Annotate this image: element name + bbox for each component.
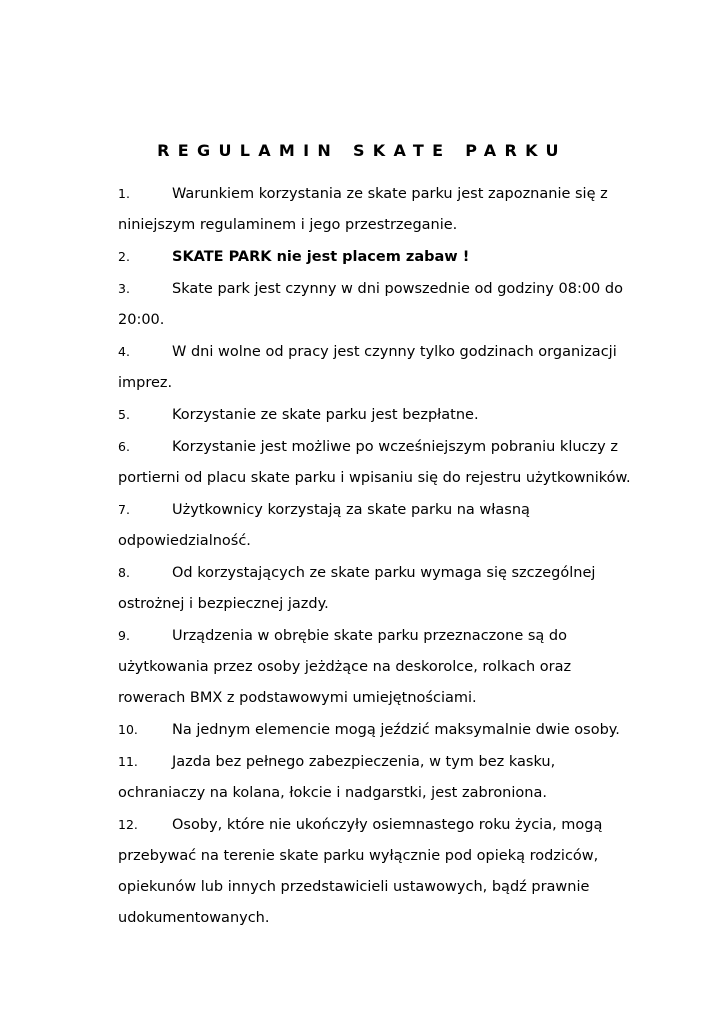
rule-text: Osoby, które nie ukończyły osiemnastego roku życia, mogą bbox=[172, 817, 603, 833]
rule-item-1-continued bbox=[118, 210, 678, 241]
rule-number: 12. bbox=[118, 817, 138, 832]
rule-item-12-continued bbox=[118, 903, 678, 934]
rule-item-3-continued bbox=[118, 305, 678, 336]
rule-text: ostrożnej i bezpiecznej jazdy. bbox=[118, 596, 329, 612]
rule-item-6 bbox=[118, 431, 678, 463]
rule-item-11-continued bbox=[118, 778, 678, 809]
rule-text: SKATE PARK nie jest placem zabaw ! bbox=[172, 249, 470, 265]
rules-list bbox=[118, 178, 678, 934]
rule-text: Jazda bez pełnego zabezpieczenia, w tym bez kasku, bbox=[172, 754, 556, 770]
rule-item-12-continued bbox=[118, 841, 678, 872]
rule-text: odpowiedzialność. bbox=[118, 533, 251, 549]
rule-item-11 bbox=[118, 746, 678, 778]
rule-text: udokumentowanych. bbox=[118, 910, 270, 926]
rule-number: 9. bbox=[118, 628, 130, 643]
rule-item-4-continued bbox=[118, 368, 678, 399]
rule-number: 11. bbox=[118, 754, 138, 769]
rule-text: portierni od placu skate parku i wpisaniu się do rejestru użytkowników. bbox=[118, 470, 631, 486]
rule-text: przebywać na terenie skate parku wyłącznie pod opieką rodziców, bbox=[118, 848, 599, 864]
rule-text: Skate park jest czynny w dni powszednie od godziny 08:00 do bbox=[172, 281, 623, 297]
rule-number: 4. bbox=[118, 344, 130, 359]
rule-number: 3. bbox=[118, 281, 130, 296]
rule-number: 6. bbox=[118, 439, 130, 454]
rule-text: opiekunów lub innych przedstawicieli ustawowych, bądź prawnie bbox=[118, 879, 590, 895]
rule-number: 8. bbox=[118, 565, 130, 580]
rule-item-7-continued bbox=[118, 526, 678, 557]
rule-item-10 bbox=[118, 714, 678, 746]
rule-item-7 bbox=[118, 494, 678, 526]
rule-item-2 bbox=[118, 241, 678, 273]
rule-number: 1. bbox=[118, 186, 130, 201]
rule-number: 2. bbox=[118, 249, 130, 264]
rule-item-4 bbox=[118, 336, 678, 368]
rule-number: 5. bbox=[118, 407, 130, 422]
rule-text: Od korzystających ze skate parku wymaga się szczególnej bbox=[172, 565, 596, 581]
rule-text: Warunkiem korzystania ze skate parku jest zapoznanie się z bbox=[172, 186, 608, 202]
rule-text: Urządzenia w obrębie skate parku przeznaczone są do bbox=[172, 628, 567, 644]
rule-text: Użytkownicy korzystają za skate parku na własną bbox=[172, 502, 530, 518]
rule-item-9 bbox=[118, 620, 678, 652]
rule-item-12 bbox=[118, 809, 678, 841]
rule-text: ochraniaczy na kolana, łokcie i nadgarstki, jest zabroniona. bbox=[118, 785, 547, 801]
rule-item-6-continued bbox=[118, 463, 678, 494]
rule-text: W dni wolne od pracy jest czynny tylko godzinach organizacji bbox=[172, 344, 617, 360]
rule-item-9-continued bbox=[118, 683, 678, 714]
rule-item-9-continued bbox=[118, 652, 678, 683]
rule-text: Korzystanie jest możliwe po wcześniejszym pobraniu kluczy z bbox=[172, 439, 618, 455]
page-title: REGULAMIN SKATE PARKU bbox=[157, 141, 567, 160]
rule-text: niniejszym regulaminem i jego przestrzeganie. bbox=[118, 217, 458, 233]
rule-number: 10. bbox=[118, 722, 138, 737]
rule-number: 7. bbox=[118, 502, 130, 517]
rule-item-5 bbox=[118, 399, 678, 431]
rule-item-8-continued bbox=[118, 589, 678, 620]
rule-text: 20:00. bbox=[118, 312, 165, 328]
rule-item-8 bbox=[118, 557, 678, 589]
rule-item-1 bbox=[118, 178, 678, 210]
rule-text: imprez. bbox=[118, 375, 173, 391]
rule-text: użytkowania przez osoby jeżdżące na deskorolce, rolkach oraz bbox=[118, 659, 572, 675]
rule-text: Korzystanie ze skate parku jest bezpłatne. bbox=[172, 407, 479, 423]
rule-item-3 bbox=[118, 273, 678, 305]
rule-text: rowerach BMX z podstawowymi umiejętnościami. bbox=[118, 690, 477, 706]
rule-item-12-continued bbox=[118, 872, 678, 903]
rule-text: Na jednym elemencie mogą jeździć maksymalnie dwie osoby. bbox=[172, 722, 620, 738]
